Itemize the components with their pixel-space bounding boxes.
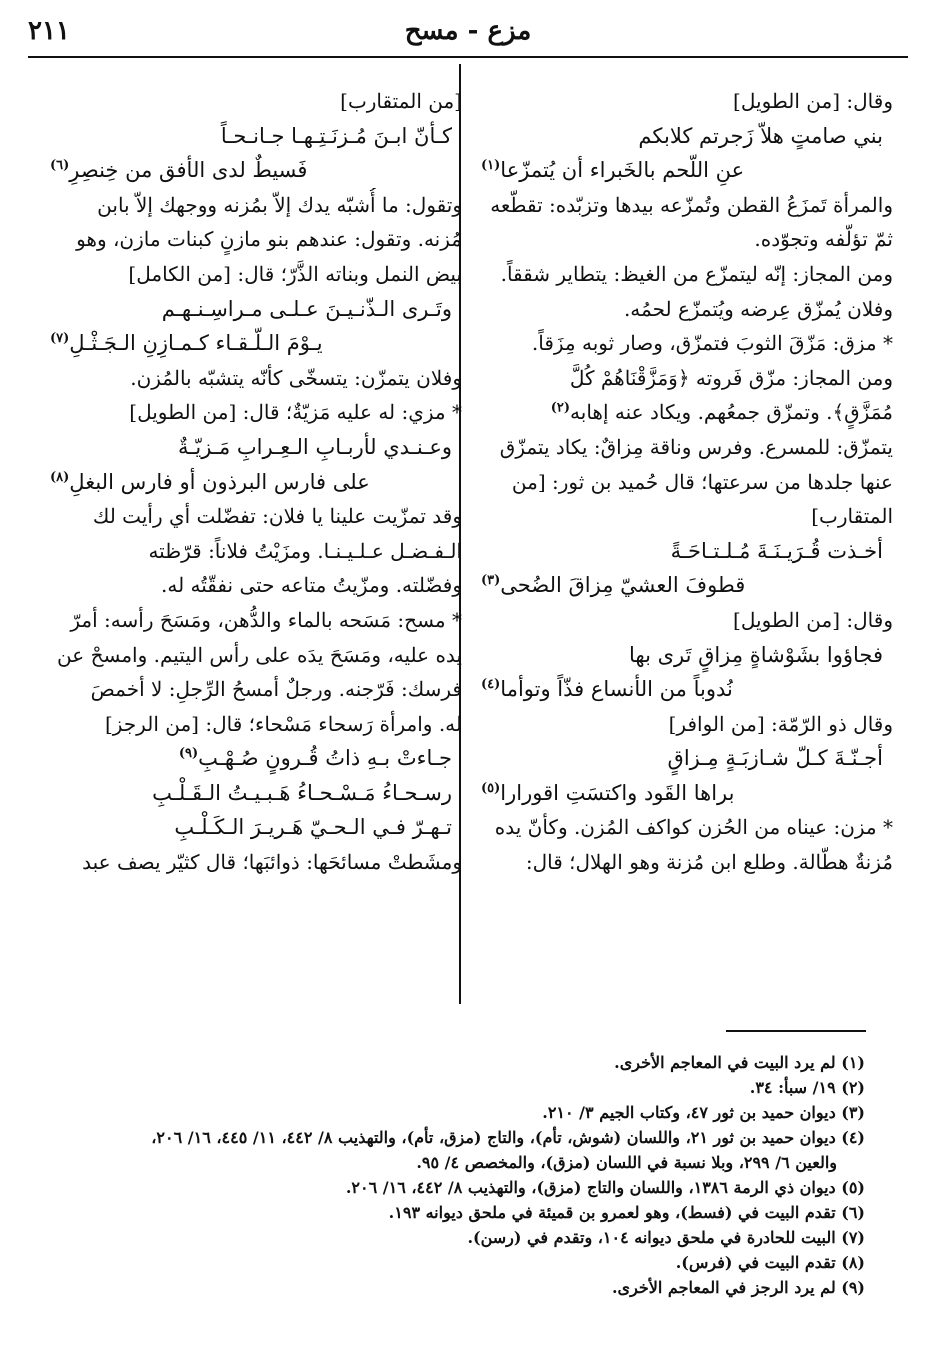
verse-text: عنِ اللّحم بالخَبراء أن يُتمزّعا (500, 158, 745, 183)
text-line: وقال ذو الرّمّة: [من الوافر] (668, 711, 893, 736)
running-head: مزع - مسح (404, 16, 532, 46)
verse-line: وتَـرى الـذّنـيـنَ عـلـى مـراسِـنـهـم (161, 296, 452, 321)
verse-line: رسـحـاءُ مَـسْـحـاءُ هَـبـيـتُ الـقَـلْـبِ (152, 780, 452, 805)
text-line: * مزي: له عليه مَزيّةٌ؛ قال: [من الطويل] (129, 400, 462, 425)
verse-line: بني صامتٍ هلاّ زَجرتم كلابكم (638, 123, 883, 148)
footnotes (35, 1050, 865, 1300)
text-line: ومشَطتْ مسائحَها: ذوائبَها؛ قال كثيّر يصف عبد (82, 850, 462, 875)
footnote-mark: (١) (481, 158, 501, 174)
verse-line (473, 568, 893, 603)
verse-text: على فارس البرذون أو فارس البغلِ (69, 469, 370, 494)
footnote: (٣) ديوان حميد بن ثور ٤٧، وكتاب الجيم ٣/ ٢١٠. (542, 1103, 865, 1122)
verse-text: نُدوباً من الأنساع فذّاً وتوأما (500, 677, 733, 702)
footnote-mark: (٧) (50, 331, 70, 347)
page-number: ٢١١ (28, 16, 70, 46)
footnote: (٢) ١٩/ سبأ: ٣٤. (749, 1078, 865, 1097)
verse-line: كـأنّ ابـنَ مُـزنَـتِـهـا جـانـحـاً (220, 123, 452, 148)
verse-line (473, 776, 893, 811)
text-line: مُزنه. وتقول: عندهم بنو مازنٍ كبنات مازن، وهو (76, 227, 462, 252)
text-line: يتمزّق: للمسرع. وفرس وناقة مِزاقٌ: يكاد يتمزّق (499, 434, 893, 459)
footnote-continuation: والعين ٦/ ٢٩٩، وبلا نسبة في اللسان (مزق)، والمخصص ٤/ ٩٥. (416, 1153, 837, 1172)
verse-line: أجـنّـةَ كـلّ شـازبَـةٍ مِـزاقٍ (667, 746, 883, 771)
verse-text: يـوْمَ الـلّـقـاء كـمـازِنِ الـجَـثْـلِ (69, 331, 323, 356)
text-line: * مزق: مَزّقَ الثوبَ فتمزّق، وصار ثوبه مِزَقاً. (531, 331, 893, 356)
right-column (473, 84, 893, 880)
verse-text: فَسيطٌ لدى الأفق من خِنصِرِ (69, 158, 308, 183)
text-line: وقال: [من الطويل] (733, 607, 893, 632)
verse-line (42, 465, 462, 500)
left-column (42, 84, 462, 880)
verse-line: تـهـرّ فـي الـحـيّ هَـريـرَ الـكَـلْـبِ (174, 815, 452, 840)
footnote-mark: (٥) (481, 780, 501, 796)
text-line: وقال: [من الطويل] (733, 89, 893, 113)
text-line: عنها جلدها من سرعتها؛ قال حُميد بن ثور: [من (511, 469, 893, 494)
verse-line (473, 672, 893, 707)
text-line: ثمّ تؤلّفه وتجوّده. (754, 227, 893, 252)
text-line: المتقارب] (811, 504, 893, 529)
footnote-rule (726, 1030, 866, 1032)
footnote-mark: (٣) (481, 573, 501, 589)
text-line (473, 395, 893, 430)
verse-line (42, 741, 462, 776)
text-line: له. وامرأة رَسحاء مَسْحاء؛ قال: [من الرجز] (104, 711, 462, 736)
text-line: الـفـضـل عـلـيـنـا. ومزَيْتُ فلاناً: قرّظته (148, 538, 462, 563)
footnote: (٩) لم يرد الرجز في المعاجم الأخرى. (611, 1278, 865, 1297)
footnote-mark: (٦) (50, 158, 70, 174)
verse-line (42, 153, 462, 188)
text-line: [من المتقارب] (340, 89, 462, 113)
verse-text: جـاءتْ بـهِ ذاتُ قُـرونٍ صُـهْـبِ (198, 746, 452, 771)
text-line: مُزنةٌ هطّالة. وطلع ابن مُزنة وهو الهلال؛ قال: (525, 850, 893, 875)
text-line: * مسح: مَسَحه بالماء والدُّهن، ومَسَحَ رأسه: أمرّ (70, 607, 462, 632)
footnote-mark: (٩) (178, 746, 199, 762)
text-line: والمرأة تَمزَعُ القطن وتُمزّعه بيدها وتزبّده: تقطّعه (490, 192, 893, 217)
text-line: ومن المجاز: مزّق فَروته ﴿وَمَزَّقْنَاهُمْ كُلَّ (569, 365, 893, 390)
verse-line (42, 326, 462, 361)
verse-line: وعـنـدي لأربـابِ الـعِـرابِ مَـزيّـةٌ (177, 434, 452, 459)
text-line: وقد تمزّيت علينا يا فلان: تفضّلت أي رأيت لك (92, 504, 462, 529)
footnote-mark: (٢) (550, 400, 571, 416)
footnote: (٤) ديوان حميد بن ثور ٢١، واللسان (شوش، تأم)، والتاج (مزق، تأم)، والتهذيب ٨/ ٤٤٢، ١١/ ٤٤٥، ١٦/ ٢٠٦، (151, 1128, 865, 1147)
text-line: يده عليه، ومَسَحَ يدَه على رأس اليتيم. وامسحْ عن (57, 642, 462, 667)
text-line: ومن المجاز: إنّه ليتمزّع من الغيظ: يتطاير شققاً. (500, 261, 893, 286)
text-line: وفلان يتمزّن: يتسخّى كأنّه يتشبّه بالمُزن. (130, 365, 462, 390)
footnote-mark: (٨) (50, 469, 70, 485)
footnote: (٥) ديوان ذي الرمة ١٣٨٦، واللسان والتاج (مزق)، والتهذيب ٨/ ٤٤٢، ١٦/ ٢٠٦. (345, 1178, 865, 1197)
footnote: (١) لم يرد البيت في المعاجم الأخرى. (614, 1053, 865, 1072)
text-line: * مزن: عيناه من الحُزن كواكف المُزن. وكأنّ يده (494, 815, 893, 840)
page-header (28, 12, 908, 54)
footnote: (٨) تقدم البيت في (فرس). (675, 1253, 865, 1272)
text-line: بيض النمل وبناته الذَّرّ؛ قال: [من الكامل] (128, 261, 462, 286)
footnote: (٧) البيت للحادرة في ملحق ديوانه ١٠٤، وتقدم في (رسن). (467, 1228, 865, 1247)
footnote-mark: (٤) (481, 677, 501, 693)
text-line: فرسك: فَرّجنه. ورجلٌ أمسحُ الرِّجلِ: لا أخمصَ (90, 677, 462, 702)
footnote: (٦) تقدم البيت في (فسط)، وهو لعمرو بن قميئة في ملحق ديوانه ١٩٣. (388, 1203, 865, 1222)
verse-text: قطوفَ العشيّ مِزاقَ الضُحى (500, 573, 746, 598)
verse-line (473, 153, 893, 188)
verse-text: براها القَود واكتسَتِ اقورارا (500, 780, 735, 805)
header-rule (28, 56, 908, 58)
verse-line: أخـذت قُـرَيـنَـةَ مُـلـتـاحَـةً (670, 538, 883, 563)
text-line: وتقول: ما أُشبّه يدك إلاّ بمُزنه ووجهك إلاّ بابن (97, 192, 462, 217)
text-line: وفلان يُمزّق عِرضه ويُتمزّع لحمُه. (623, 296, 893, 321)
text-line: وفضّلته. ومزّيتُ متاعه حتى نفقّتُه له. (161, 573, 462, 598)
text-segment: مُمَزَّقٍ﴾. وتمزّق جمعُهم. ويكاد عنه إهابه (570, 400, 893, 425)
verse-line: فجاؤوا بشَوْشاةٍ مِزاقٍ تَرى بها (629, 642, 883, 667)
